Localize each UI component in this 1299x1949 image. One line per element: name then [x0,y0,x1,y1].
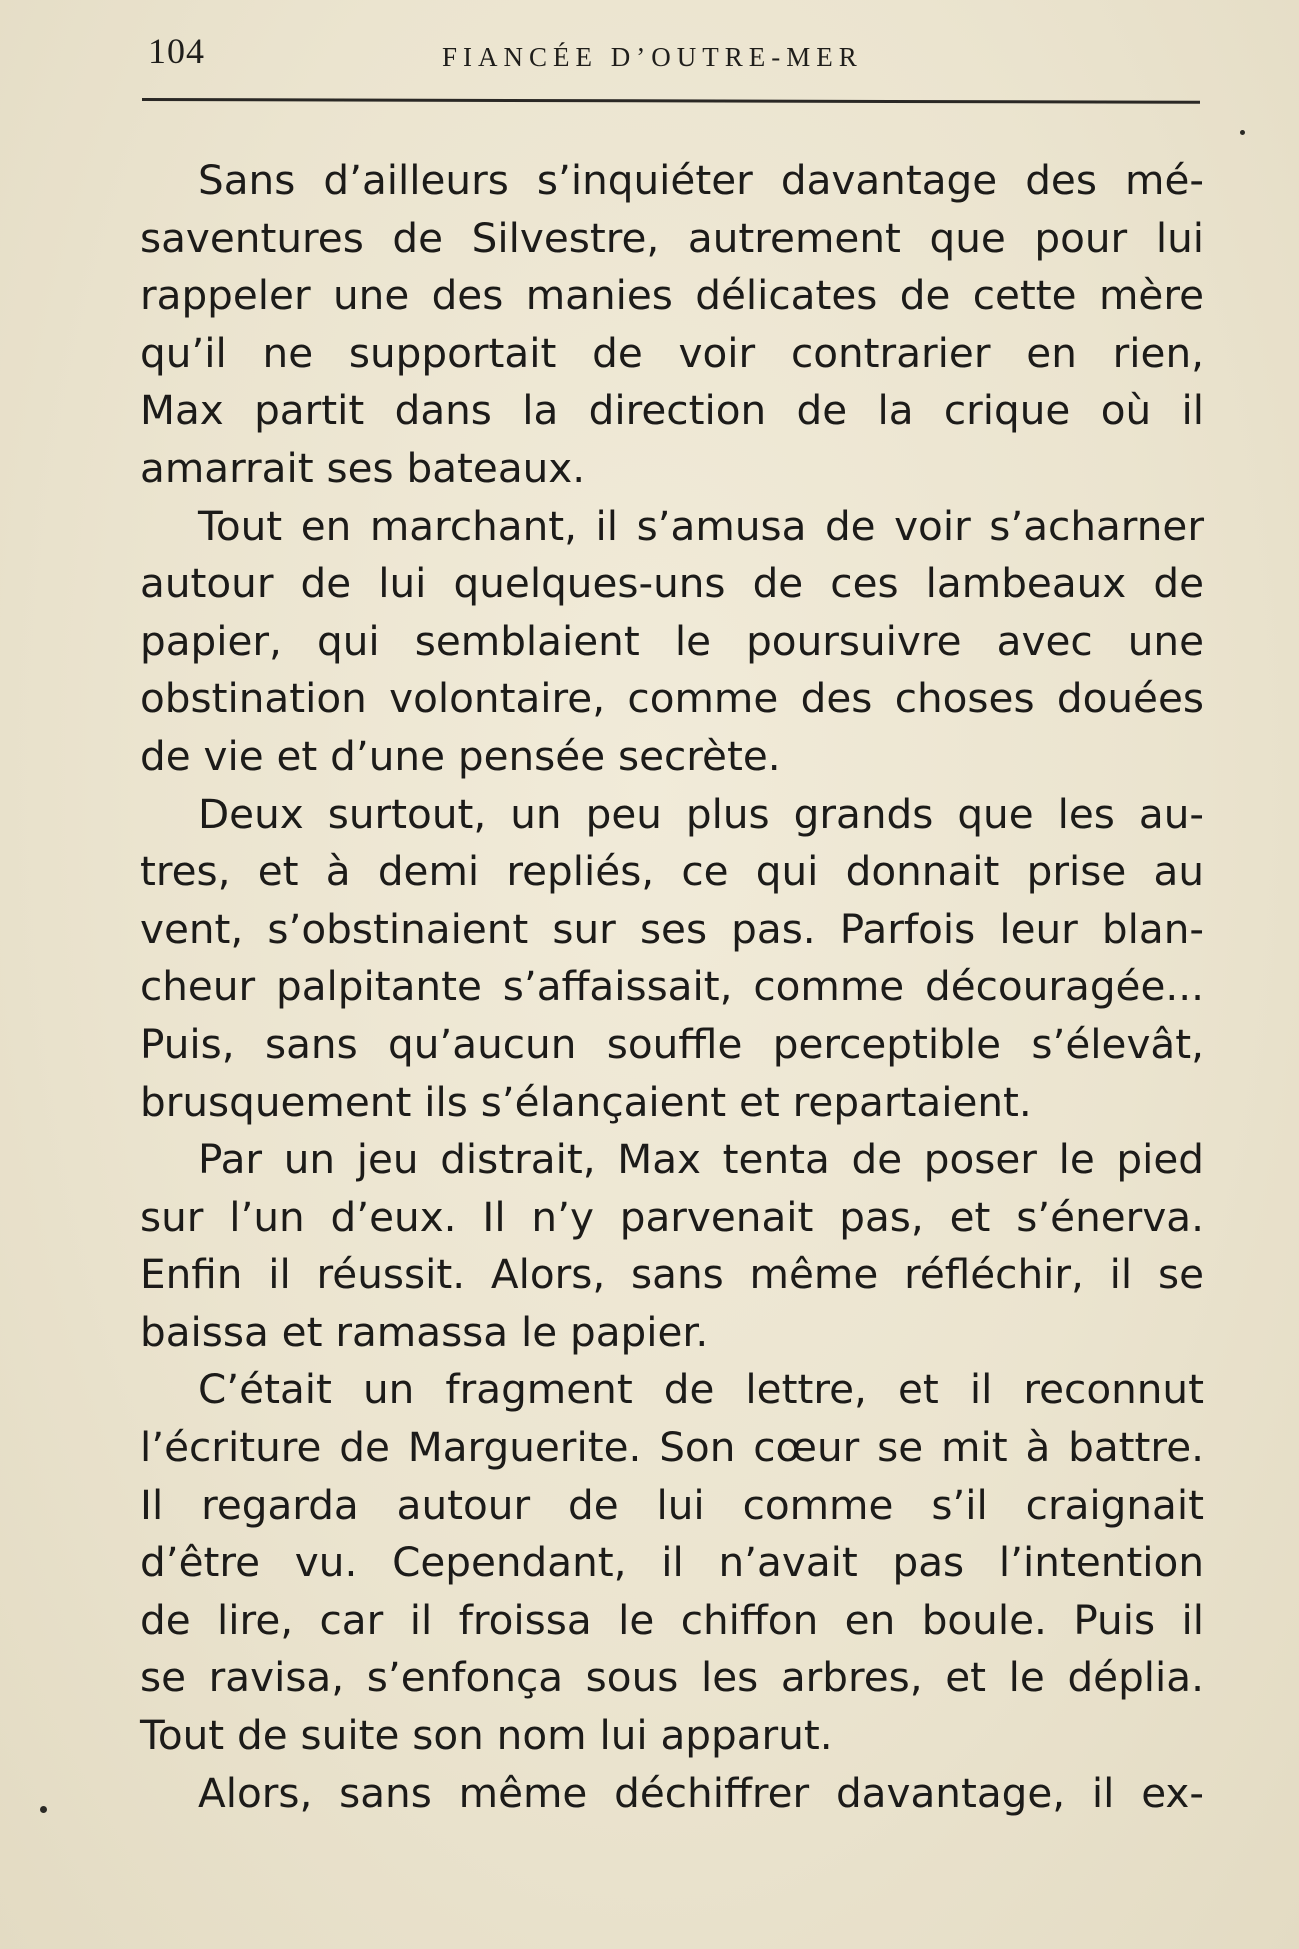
text-line: Max partit dans la direction de la crique où il [140,386,1204,435]
text-line: amarrait ses bateaux. [140,443,586,492]
text-line: Enfin il réussit. Alors, sans même réfléchir, il se [140,1250,1204,1299]
text-line: C’était un fragment de lettre, et il reconnut [198,1365,1204,1414]
text-line: Sans d’ailleurs s’inquiéter davantage des mé- [198,156,1204,204]
text-line: saventures de Silvestre, autrement que pour lui [140,213,1204,262]
text-line: Alors, sans même déchiffrer davantage, il ex- [198,1768,1204,1817]
text-line: sur l’un d’eux. Il n’y parvenait pas, et s’énerva. [140,1192,1204,1241]
text-line: Deux surtout, un peu plus grands que les au- [198,789,1204,838]
body-text [140,152,1204,1822]
text-line: baissa et ramassa le papier. [140,1307,709,1356]
text-line: Tout en marchant, il s’amusa de voir s’acharner [198,501,1204,550]
text-line: autour de lui quelques-uns de ces lambeaux de [140,559,1204,608]
text-line: Tout de suite son nom lui apparut. [140,1711,833,1760]
text-line: obstination volontaire, comme des choses douées [140,674,1204,723]
text-line: Par un jeu distrait, Max tenta de poser le pied [198,1135,1204,1184]
text-line: d’être vu. Cependant, il n’avait pas l’intention [140,1538,1204,1587]
text-line: Puis, sans qu’aucun souffle perceptible s’élevât, [140,1019,1204,1068]
text-line: de vie et d’une pensée secrète. [140,731,781,780]
text-line: qu’il ne supportait de voir contrarier en rien, [140,328,1204,377]
text-line: vent, s’obstinaient sur ses pas. Parfois leur blan- [140,904,1204,953]
ink-speck [1240,130,1245,135]
header-rule [142,98,1200,104]
text-line: l’écriture de Marguerite. Son cœur se mit à battre. [140,1423,1204,1472]
text-line: rappeler une des manies délicates de cette mère [140,271,1204,320]
page-number: 104 [148,31,205,71]
text-line: Il regarda autour de lui comme s’il craignait [140,1480,1204,1529]
ink-speck [40,1806,47,1813]
text-line: se ravisa, s’enfonça sous les arbres, et le déplia. [140,1653,1204,1702]
text-line: papier, qui semblaient le poursuivre avec une [140,616,1204,665]
page-header [140,28,1200,88]
text-line: tres, et à demi repliés, ce qui donnait prise au [140,847,1204,896]
text-line: brusquement ils s’élançaient et repartaient. [140,1077,1032,1126]
running-title: FIANCÉE D’OUTRE-MER [442,42,863,72]
text-line: cheur palpitante s’affaissait, comme découragée... [140,962,1204,1011]
text-line: de lire, car il froissa le chiffon en boule. Puis il [140,1595,1204,1644]
